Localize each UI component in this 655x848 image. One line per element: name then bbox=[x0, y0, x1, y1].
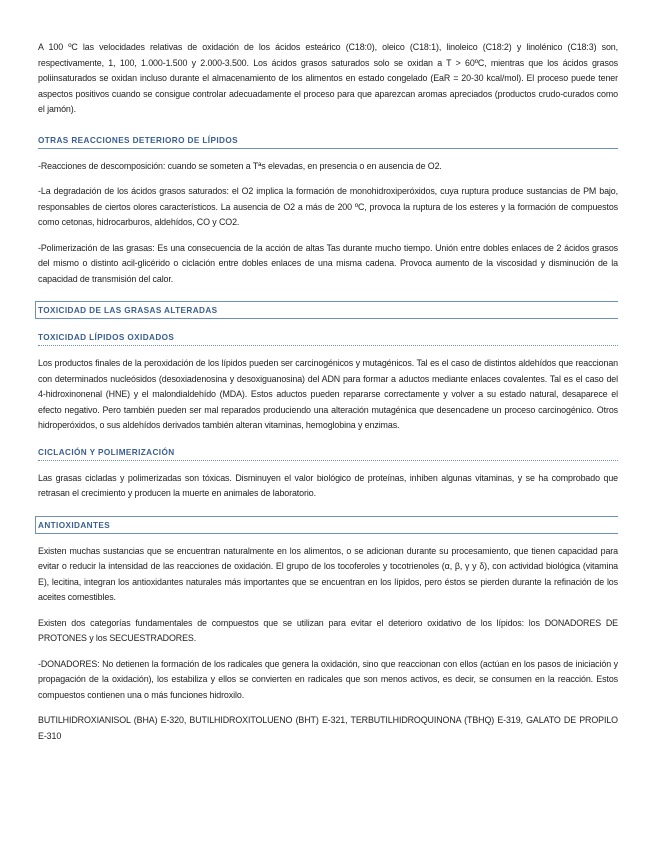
section-heading-otras-reacciones: OTRAS REACCIONES DETERIORO DE LÍPIDOS bbox=[38, 136, 618, 149]
paragraph-degradacion: -La degradación de los ácidos grasos saturados: el O2 implica la formación de monohidroxiperóxidos, cuya ruptura produce sustancias de PM bajo, responsables de ciertos olores característicos. La ausencia de O2 a más de 200 ºC, provoca la ruptura de los esteres y la formación de compuestos como cetonas, hidrocarburos, aldehídos, CO y CO2. bbox=[38, 186, 618, 227]
document-body bbox=[38, 40, 618, 754]
paragraph-antioxidantes-intro: Existen muchas sustancias que se encuentran naturalmente en los alimentos, o se adicionan durante su procesamiento, que tienen capacidad para evitar o reducir la intensidad de las reacciones de oxidación. El grupo de los tocoferoles y tocotrienoles (α, β, γ y δ), con actividad biológica (vitamina E), lecitina, integran los antioxidantes naturales más importantes que se encuentran en los lípidos, pero éstos se pierden durante la refinación de los aceites comestibles. bbox=[38, 545, 618, 602]
paragraph-ejemplos: BUTILHIDROXIANISOL (BHA) E-320, BUTILHIDROXITOLUENO (BHT) E-321, TERBUTILHIDROQUINONA (TBHQ) E-319, GALATO DE PROPILO E-310 bbox=[38, 715, 618, 741]
paragraph-categorias: Existen dos categorías fundamentales de compuestos que se utilizan para evitar el deterioro oxidativo de los lípidos: los DONADORES DE PROTONES y los SECUESTRADORES. bbox=[38, 617, 618, 643]
subheading-ciclacion: CICLACIÓN Y POLIMERIZACIÓN bbox=[38, 448, 618, 461]
paragraph-descomposicion: -Reacciones de descomposición: cuando se someten a Tªs elevadas, en presencia o en ausencia de O2. bbox=[38, 160, 442, 171]
section-heading-antioxidantes: ANTIOXIDANTES bbox=[35, 516, 618, 534]
intro-paragraph: A 100 ºC las velocidades relativas de oxidación de los ácidos esteárico (C18:0), oleico (C18:1), linoleico (C18:2) y linolénico (C18:3) son, respectivamente, 1, 100, 1.000-1.500 y 2.000-3.500. Los ácidos grasos saturados solo se oxidan a T > 60ºC, mientras que los ácidos grasos poliinsaturados se oxidan incluso durante el almacenamiento de los alimentos en estado congelado (EaR = 20-30 kcal/mol). El proceso puede tener aspectos positivos cuando se consigue controlar adecuadamente el proceso para que aparezcan aromas apreciados (productos crudo-curados como el jamón). bbox=[38, 42, 618, 114]
paragraph-donadores: -DONADORES: No detienen la formación de los radicales que genera la oxidación, sino que reaccionan con ellos (actúan en los pasos de iniciación y propagación de la oxidación), los estabiliza y ellos se convierten en radicales que son menos activos, es decir, se consumen en la reacción. Estos compuestos contienen una o más funciones hidroxilo. bbox=[38, 658, 618, 700]
paragraph-toxicidad-lipidos: Los productos finales de la peroxidación de los lípidos pueden ser carcinogénicos y mutagénicos. Tal es el caso de distintos aldehídos que reaccionan con determinados nucleósidos (desoxiadenosina y desoxiguanosina) del ADN para formar a aductos mediante enlaces covalentes. Tal es el caso del 4-hidroxinonenal (HNE) y el malondialdehído (MDA). Estos aductos pueden repararse correctamente y volver a su estado natural, desaparece el efecto negativo. Pero también pueden ser mal reparados produciendo una alteración mutagénica que desencadene un proceso carcinogénico. Otros hidroperóxidos, o sus aldehídos derivados también alteran vitaminas, hemoglobina y enzimas. bbox=[38, 358, 618, 430]
paragraph-ciclacion: Las grasas cicladas y polimerizadas son tóxicas. Disminuyen el valor biológico de proteínas, inhiben algunas vitaminas, y se ha comprobado que retrasan el crecimiento y producen la muerte en animales de laboratorio. bbox=[38, 472, 618, 498]
paragraph-polimerizacion: -Polimerización de las grasas: Es una consecuencia de la acción de altas Tas durante mucho tiempo. Unión entre dobles enlaces de 2 ácidos grasos del mismo o distinto acil-glicérido o ciclación entre dobles enlaces de una misma cadena. Provoca aumento de la viscosidad y disminución de la capacidad de transmisión del calor. bbox=[38, 242, 618, 284]
section-heading-toxicidad: TOXICIDAD DE LAS GRASAS ALTERADAS bbox=[35, 301, 618, 319]
subheading-toxicidad-lipidos: TOXICIDAD LÍPIDOS OXIDADOS bbox=[38, 333, 618, 346]
